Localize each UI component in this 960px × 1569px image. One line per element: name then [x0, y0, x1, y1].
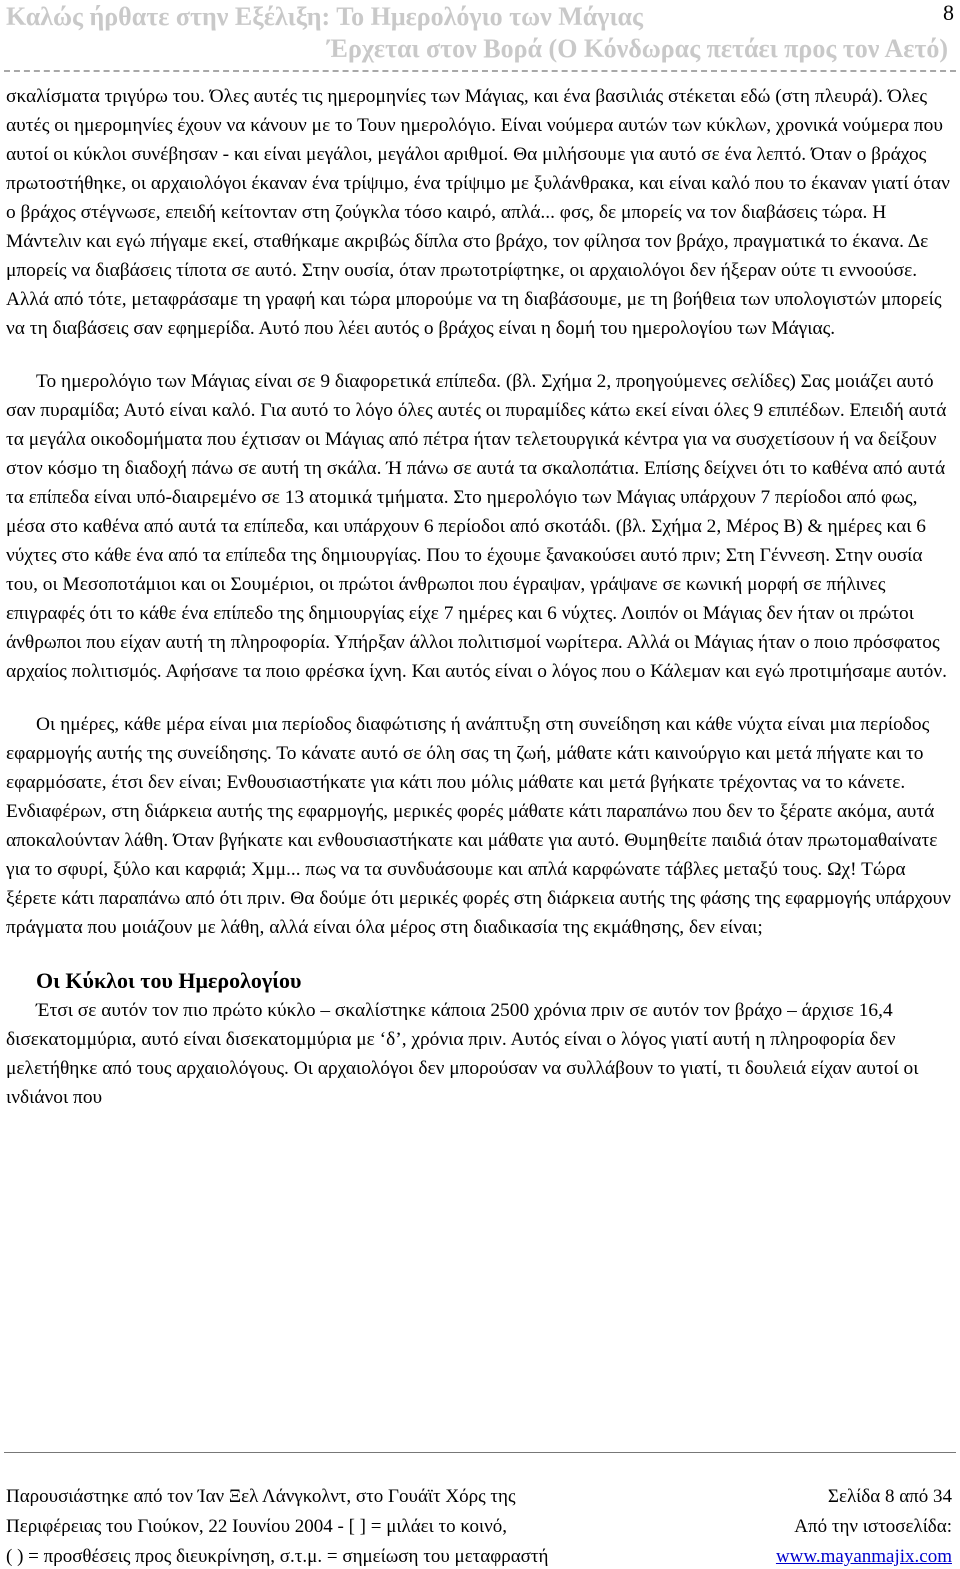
- page-header: [0, 0, 960, 82]
- footer-divider: [4, 1452, 956, 1453]
- footer-date: Περιφέρειας του Γιούκον, 22 Ιουνίου 2004 - [ ] = μιλάει το κοινό,: [6, 1516, 508, 1537]
- footer-page-count: Σελίδα 8 από 34: [827, 1486, 952, 1507]
- paragraph-3: Οι ημέρες, κάθε μέρα είναι μια περίοδος διαφώτισης ή ανάπτυξη στη συνείδηση και κάθε νύχτα είναι μια περίοδος εφαρμογής αυτής της συνείδησης. Το κάνατε αυτό σε όλη σας τη ζωή, μάθατε κάτι καινούργιο και μετά πήγατε και το εφαρμόσατε, έτσι δεν είναι; Ενθουσιαστήκατε για κάτι που μόλις μάθατε και μετά βγήκατε τρέχοντας να το κάνετε. Ενδιαφέρων, στη διάρκεια αυτής της εφαρμογής, μερικές φορές μάθατε κάτι παραπάνω που δεν το ξέρατε ακόμα, αυτά αποκαλούνταν λάθη. Όταν βγήκατε και ενθουσιαστήκατε και μάθατε για αυτό. Θυμηθείτε παιδιά όταν πρωτομαθαίνατε για το σφυρί, ξύλο και καρφιά; Χμμ... πως να τα συνδυάσουμε και απλά καρφώνατε τάβλες μεταξύ τους. Ωχ! Τώρα ξέρετε κάτι παραπάνω από ότι πριν. Θα δούμε ότι μερικές φορές στη διάρκεια αυτής της φάσης της εφαρμογής υπάρχουν πράγματα που μοιάζουν με λάθη, αλλά είναι όλα μέρος στη διαδικασία της εκμάθησης, δεν είναι;: [6, 714, 951, 938]
- section-heading: Οι Κύκλοι του Ημερολογίου: [36, 968, 302, 993]
- paragraph-1: σκαλίσματα τριγύρω του. Όλες αυτές τις ημερομηνίες των Μάγιας, και ένα βασιλιάς στέκεται εδώ (στη πλευρά). Όλες αυτές οι ημερομηνίες έχουν να κάνουν με το Τουν ημερολόγιο. Είναι νούμερα αυτών των κύκλων, χρονικά νούμερα που αυτοί οι κύκλοι συνέβησαν - και είναι μεγάλοι, μεγάλοι αριθμοί. Θα μιλήσουμε για αυτό σε ένα λεπτό. Όταν ο βράχος πρωτοστήθηκε, οι αρχαιολόγοι έκαναν ένα τρίψιμο, ένα τρίψιμο με ξυλάνθρακα, και είναι καλό που το έκαναν γιατί όταν ο βράχος στέγνωσε, επειδή κείτονταν στη ζούγκλα τόσο καιρό, απλά... φσς, δε μπορείς να τον διαβάσεις τώρα. Η Μάντελιν και εγώ πήγαμε εκεί, σταθήκαμε ακριβώς δίπλα στο βράχο, τον φίλησα τον βράχο, πραγματικά το έκανα. Δε μπορείς να διαβάσεις τίποτα σε αυτό. Στην ουσία, όταν πρωτοτρίφτηκε, οι αρχαιολόγοι δεν ήξεραν ούτε τι εννοούσε. Αλλά από τότε, μεταφράσαμε τη γραφή και τώρα μπορούμε να τη διαβάσουμε, με τη βοήθεια των υπολογιστών μπορείς να τη διαβάσεις σαν εφημερίδα. Αυτό που λέει αυτός ο βράχος είναι η δομή του ημερολογίου των Μάγιας.: [6, 86, 950, 339]
- footer-legend: ( ) = προσθέσεις προς διευκρίνηση, σ.τ.μ. = σημείωση του μεταφραστή: [6, 1546, 549, 1567]
- page-number: 8: [943, 0, 954, 25]
- header-divider: [4, 70, 956, 72]
- header-title: Καλώς ήρθατε στην Εξέλιξη: Το Ημερολόγιο των Μάγιας: [6, 2, 644, 31]
- header-subtitle: Έρχεται στον Βορά (Ο Κόνδωρας πετάει προς τον Αετό): [327, 34, 948, 63]
- paragraph-2: Το ημερολόγιο των Μάγιας είναι σε 9 διαφορετικά επίπεδα. (βλ. Σχήμα 2, προηγούμενες σελίδες) Σας μοιάζει αυτό σαν πυραμίδα; Αυτό είναι καλό. Για αυτό το λόγο όλες αυτές οι πυραμίδες κάτω εκεί είναι όλες 9 επιπέδων. Επειδή αυτά τα μεγάλα οικοδομήματα που έχτισαν οι Μάγιας από πέτρα ήταν τελετουργικά κέντρα για να συσχετίσουν ή να δείξουν στον κόσμο τη διαδοχή πάνω σε αυτή τη σκάλα. Ή πάνω σε αυτά τα σκαλοπάτια. Επίσης δείχνει ότι το καθένα από αυτά τα επίπεδα είναι υπό-διαιρεμένο σε 13 ατομικά τμήματα. Στο ημερολόγιο των Μάγιας υπάρχουν 7 περίοδοι από φως, μέσα στο καθένα από αυτά τα επίπεδα, και υπάρχουν 6 περίοδοι από σκοτάδι. (βλ. Σχήμα 2, Μέρος B) & ημέρες και 6 νύχτες στο κάθε ένα από τα επίπεδα της δημιουργίας. Που το έχουμε ξανακούσει αυτό πριν; Στη Γέννεση. Στην ουσία του, οι Μεσοποτάμιοι και οι Σουμέριοι, οι πρώτοι άνθρωποι που έγραψαν, γράψανε σε κωνική μορφή σε πήλινες επιγραφές ότι το κάθε ένα επίπεδο της δημιουργίας είχε 7 ημέρες και 6 νύχτες. Λοιπόν οι Μάγιας δεν ήταν οι πρώτοι άνθρωποι που είχαν αυτή τη πληροφορία. Υπήρξαν άλλοι πολιτισμοί νωρίτερα. Αλλά οι Μάγιας ήταν ο ποιο πρόσφατος αρχαίος πολιτισμός. Αφήσανε τα ποιο φρέσκα ίχνη. Και αυτός είναι ο λόγος που ο Κάλεμαν και εγώ προτιμήσαμε αυτόν.: [6, 371, 947, 682]
- footer-presenter: Παρουσιάστηκε από τον Ίαν Ξελ Λάνγκολντ, στο Γουάϊτ Χόρς της: [6, 1486, 516, 1507]
- footer-website-link[interactable]: www.mayanmajix.com: [775, 1546, 952, 1567]
- page-footer: [0, 1452, 960, 1569]
- document-body: [6, 82, 956, 1112]
- paragraph-4: Έτσι σε αυτόν τον πιο πρώτο κύκλο – σκαλίστηκε κάποια 2500 χρόνια πριν σε αυτόν τον βράχο – άρχισε 16,4 δισεκατομμύρια, αυτό είναι δισεκατομμύρια με ‘δ’, χρόνια πριν. Αυτός είναι ο λόγος γιατί αυτή η πληροφορία δεν μελετήθηκε από τους αρχαιολόγους. Οι αρχαιολόγοι δεν μπορούσαν να συλλάβουν το γιατί, τι δουλειά είχαν αυτοί οι ινδιάνοι που: [6, 1000, 919, 1108]
- footer-source-label: Από την ιστοσελίδα:: [794, 1516, 952, 1537]
